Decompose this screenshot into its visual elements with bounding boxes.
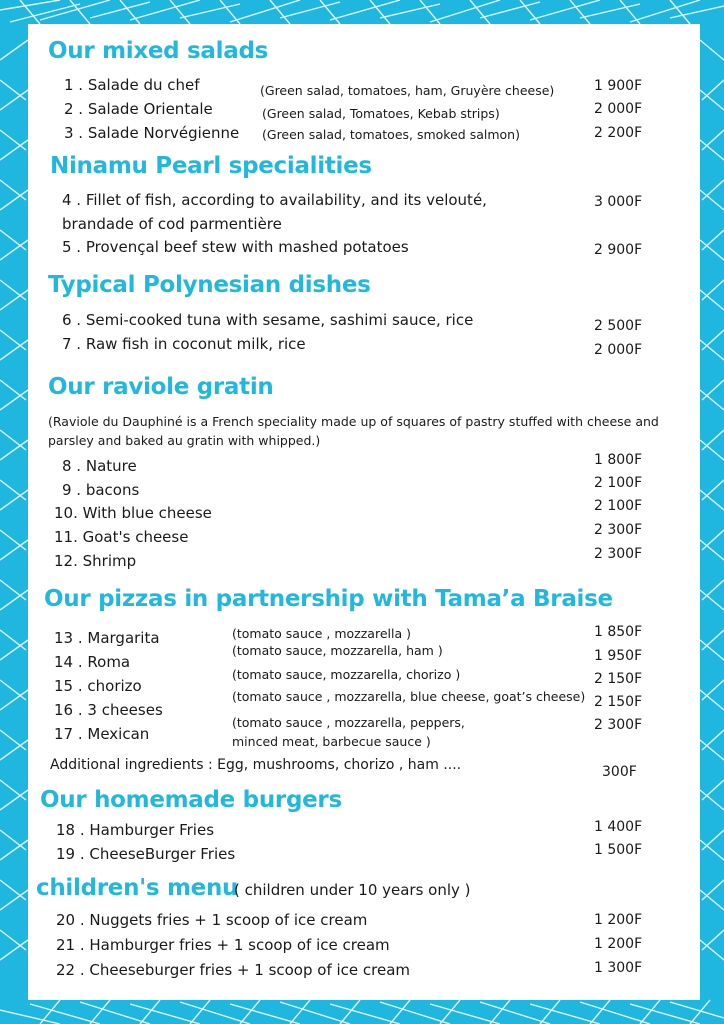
menu-item-name: 4 . Fillet of fish, according to availability, and its velouté, (62, 191, 487, 209)
menu-item-name: 12. Shrimp (54, 552, 137, 570)
menu-item-price: 1 300F (594, 960, 643, 976)
menu-item-name: 5 . Provençal beef stew with mashed potatoes (62, 238, 409, 256)
menu-item-name: 1 . Salade du chef (64, 76, 200, 94)
menu-item-price: 2 900F (594, 242, 643, 258)
menu-item-price: 2 300F (594, 546, 643, 562)
menu-item-price: 1 500F (594, 842, 643, 858)
menu-item-description: (tomato sauce, mozzarella, ham ) (232, 643, 443, 658)
menu-item-price: 1 200F (594, 912, 643, 928)
additional-ingredients-price: 300F (602, 764, 637, 780)
section-title-pizzas: Our pizzas in partnership with Tama’a Braise (44, 586, 613, 612)
menu-item-price: 2 200F (594, 125, 643, 141)
menu-item-name: 3 . Salade Norvégienne (64, 124, 240, 142)
menu-item-description: (Green salad, tomatoes, smoked salmon) (262, 127, 520, 142)
menu-item-name: 2 . Salade Orientale (64, 100, 213, 118)
section-title-polynesian: Typical Polynesian dishes (48, 272, 371, 298)
menu-item-price: 2 150F (594, 694, 643, 710)
menu-item-name: 9 . bacons (62, 481, 140, 499)
menu-item-price: 2 300F (594, 522, 643, 538)
menu-item-price: 2 000F (594, 342, 643, 358)
menu-item-name: 13 . Margarita (54, 629, 160, 647)
menu-item-price: 3 000F (594, 194, 643, 210)
menu-item-price: 1 900F (594, 78, 643, 94)
menu-item-name: 20 . Nuggets fries + 1 scoop of ice cream (56, 911, 368, 929)
menu-item-description-continued: minced meat, barbecue sauce ) (232, 734, 431, 749)
menu-item-name: 21 . Hamburger fries + 1 scoop of ice cream (56, 936, 390, 954)
menu-item-name: 18 . Hamburger Fries (56, 821, 215, 839)
section-title-burgers: Our homemade burgers (40, 787, 342, 813)
menu-item-price: 2 100F (594, 498, 643, 514)
menu-item-price: 1 800F (594, 452, 643, 468)
menu-item-price: 2 150F (594, 671, 643, 687)
menu-item-price: 2 100F (594, 475, 643, 491)
menu-item-name: 8 . Nature (62, 457, 137, 475)
section-title-specialities: Ninamu Pearl specialities (50, 153, 372, 179)
menu-item-name: 7 . Raw fish in coconut milk, rice (62, 335, 306, 353)
menu-item-price: 1 200F (594, 936, 643, 952)
menu-item-price: 1 400F (594, 819, 643, 835)
menu-item-name: 6 . Semi-cooked tuna with sesame, sashimi sauce, rice (62, 311, 474, 329)
menu-item-name: 19 . CheeseBurger Fries (56, 845, 236, 863)
section-subtitle: ( children under 10 years only ) (234, 881, 471, 899)
menu-item-name: 22 . Cheeseburger fries + 1 scoop of ice cream (56, 961, 411, 979)
menu-item-name: 10. With blue cheese (54, 504, 212, 522)
menu-item-name: 11. Goat's cheese (54, 528, 189, 546)
menu-item-description: (tomato sauce , mozzarella ) (232, 626, 411, 641)
menu-item-description: (Green salad, tomatoes, ham, Gruyère cheese) (260, 83, 555, 98)
menu-item-description: (tomato sauce , mozzarella, peppers, (232, 715, 465, 730)
section-title-raviole: Our raviole gratin (48, 374, 274, 400)
section-title-mixed-salads: Our mixed salads (48, 38, 269, 64)
menu-item-description: (Green salad, Tomatoes, Kebab strips) (262, 106, 500, 121)
additional-ingredients: Additional ingredients : Egg, mushrooms, chorizo , ham .... (50, 757, 462, 773)
menu-item-description: (tomato sauce , mozzarella, blue cheese, goat’s cheese) (232, 689, 586, 704)
menu-item-name: 15 . chorizo (54, 677, 142, 695)
menu-item-price: 1 950F (594, 648, 643, 664)
menu-item-price: 1 850F (594, 624, 643, 640)
menu-item-price: 2 000F (594, 101, 643, 117)
menu-item-name: 17 . Mexican (54, 725, 150, 743)
menu-item-price: 2 500F (594, 318, 643, 334)
section-title-children: children's menu (36, 875, 239, 901)
section-note: (Raviole du Dauphiné is a French speciality made up of squares of pastry stuffed with cheese and parsley and baked au gratin with whipped.) (48, 414, 659, 448)
menu-item-name-continued: brandade of cod parmentière (62, 215, 282, 233)
menu-item-description: (tomato sauce, mozzarella, chorizo ) (232, 667, 461, 682)
menu-item-price: 2 300F (594, 717, 643, 733)
menu-item-name: 14 . Roma (54, 653, 131, 671)
menu-item-name: 16 . 3 cheeses (54, 701, 163, 719)
